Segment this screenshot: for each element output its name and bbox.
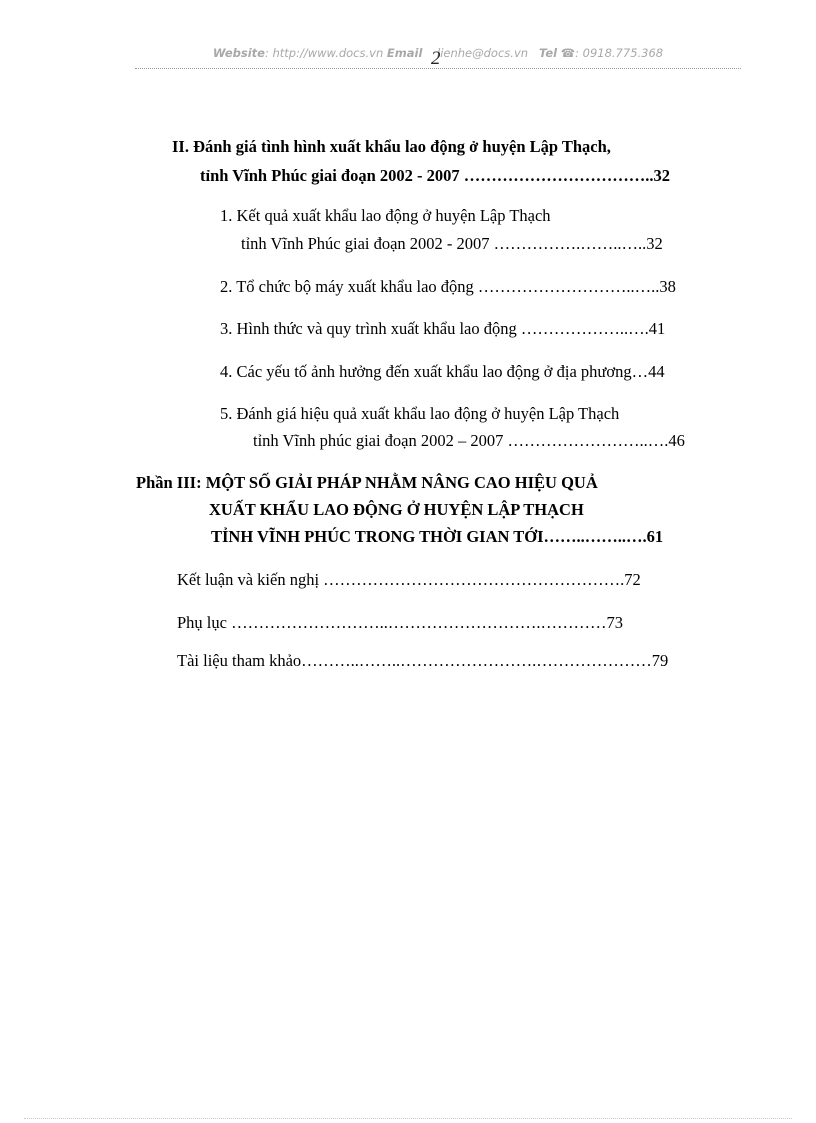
page-header [135,46,741,69]
toc-references: Tài liệu tham khảo………..……..…………………….…………………79 [177,651,669,670]
website-label: Website [212,46,265,60]
toc-part-3-line-2: XUẤT KHẨU LAO ĐỘNG Ở HUYỆN LẬP THẠCH [209,500,584,519]
page-number: 2 [431,48,441,69]
toc-item-1-line-2: tỉnh Vĩnh Phúc giai đoạn 2002 - 2007 …………….……..…..32 [241,234,663,253]
toc-appendix: Phụ lục ………………………..……………………….…………73 [177,613,623,632]
email-value: lienhe@docs.vn [437,46,529,60]
footer-divider [24,1118,792,1119]
toc-section-2-line-2: tỉnh Vĩnh Phúc giai đoạn 2002 - 2007 ……………………………..32 [200,166,671,185]
phone-icon: ☎ [560,46,576,60]
toc-item-5-line-1: 5. Đánh giá hiệu quả xuất khẩu lao động ở huyện Lập Thạch [220,404,620,423]
toc-item-5-line-2: tỉnh Vĩnh phúc giai đoạn 2002 – 2007 ……………………..….46 [253,431,685,450]
toc-part-3-line-1: Phần III: MỘT SỐ GIẢI PHÁP NHẰM NÂNG CAO HIỆU QUẢ [136,473,598,492]
website-value: : http://www.docs.vn [264,46,384,60]
email-label: Email [386,46,423,60]
toc-item-2: 2. Tổ chức bộ máy xuất khẩu lao động ………………………..…..38 [220,277,676,296]
toc-item-1-line-1: 1. Kết quả xuất khẩu lao động ở huyện Lập Thạch [220,206,551,225]
toc-section-2-line-1: II. Đánh giá tình hình xuất khẩu lao động ở huyện Lập Thạch, [172,137,611,156]
toc-item-3: 3. Hình thức và quy trình xuất khẩu lao động ………………..….41 [220,319,666,338]
toc-item-4: 4. Các yếu tố ảnh hưởng đến xuất khẩu lao động ở địa phương…44 [220,362,665,381]
tel-label: Tel [539,46,558,60]
tel-value: : 0918.775.368 [575,46,664,60]
toc-conclusion: Kết luận và kiến nghị ……………………………………………….72 [177,570,641,589]
toc-part-3-line-3: TỈNH VĨNH PHÚC TRONG THỜI GIAN TỚI……..……..….61 [211,527,664,546]
